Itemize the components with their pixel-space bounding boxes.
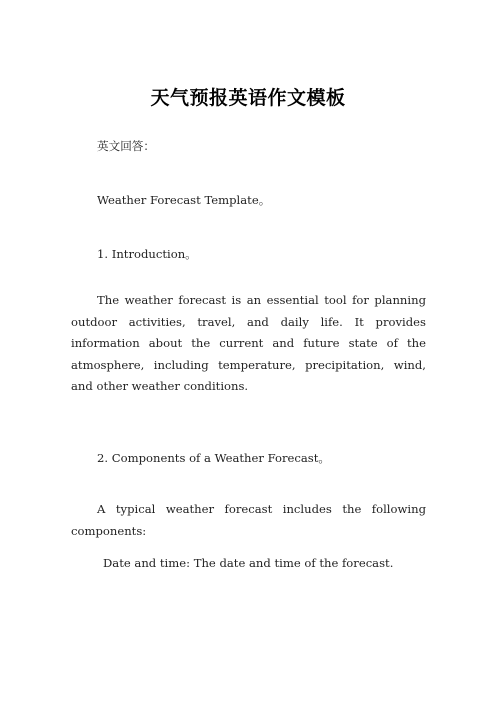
section2-heading: 2. Components of a Weather Forecast。 — [97, 451, 330, 465]
section2-intro: A typical weather forecast includes the following components: — [71, 502, 426, 538]
answer-label: 英文回答： — [97, 139, 155, 153]
section1-paragraph: The weather forecast is an essential tool for planning outdoor activities, travel, and daily life. It provides information about the current and future state of the atmosphere, including temperature, precipitation, wind, and other weather conditions. — [71, 293, 426, 393]
list-item-date-time: Date and time: The date and time of the forecast. — [103, 556, 394, 570]
template-heading: Weather Forecast Template。 — [97, 193, 271, 207]
section1-heading: 1. Introduction。 — [97, 247, 197, 261]
document-title: 天气预报英语作文模板 — [150, 87, 346, 109]
